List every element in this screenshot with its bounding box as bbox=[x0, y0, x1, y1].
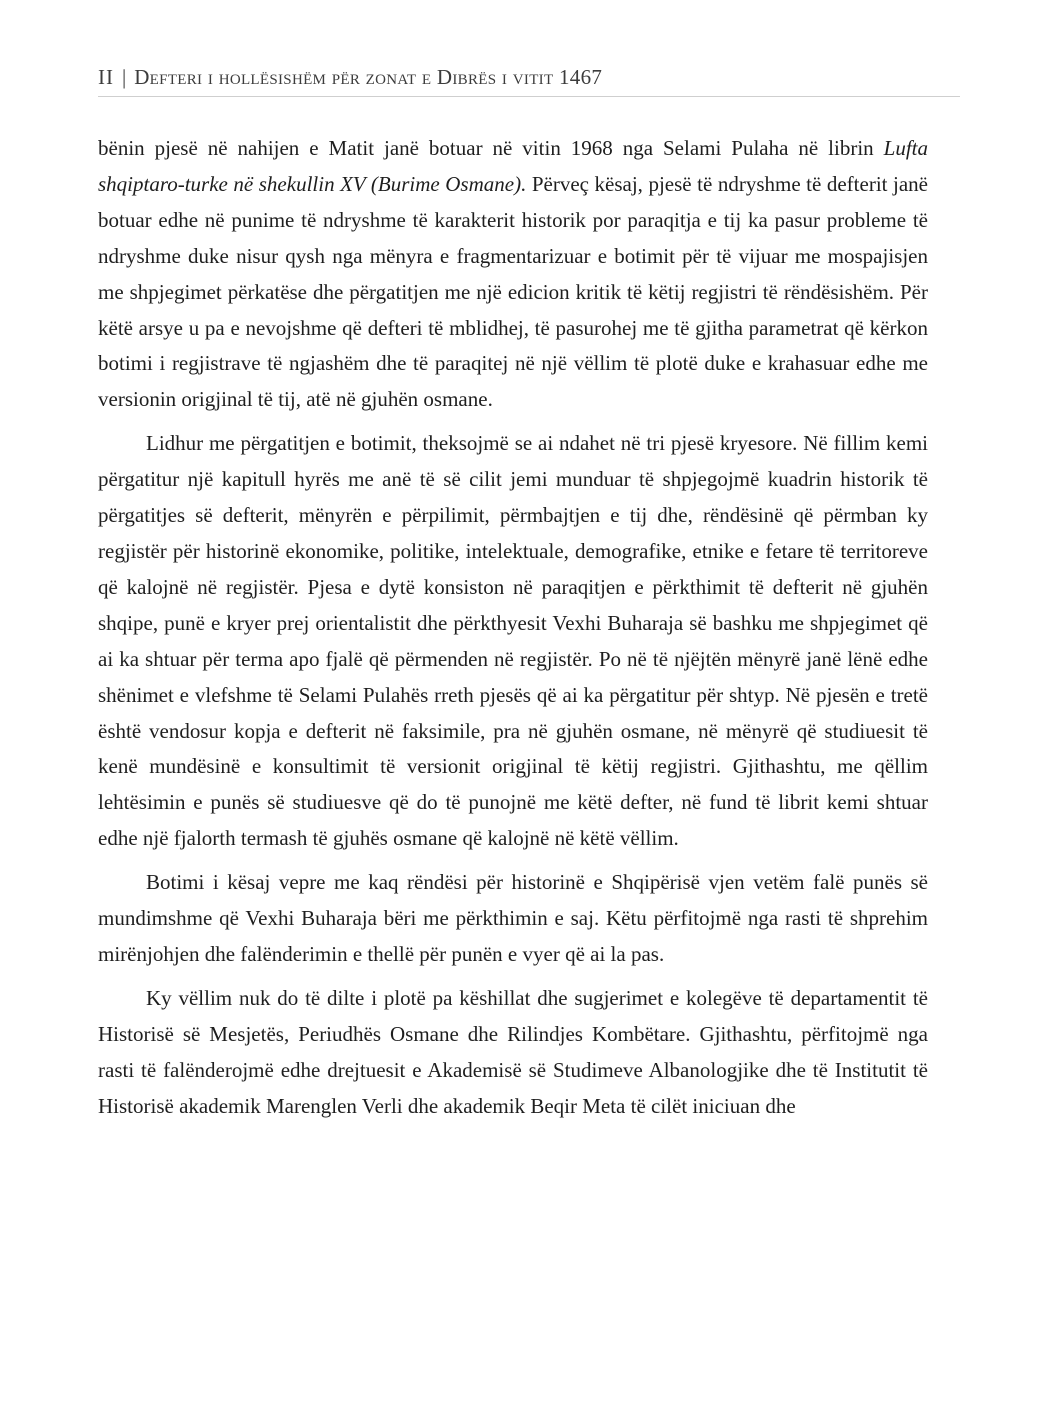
running-title: Defteri i hollësishëm për zonat e Dibrës i vitit 1467 bbox=[134, 65, 603, 89]
body-text bbox=[98, 131, 928, 1124]
running-header bbox=[98, 62, 960, 97]
book-title-italic: Lufta shqiptaro-turke në shekullin XV (Burime Osmane). bbox=[98, 136, 928, 196]
header-separator: | bbox=[122, 65, 127, 89]
paragraph-text: bënin pjesë në nahijen e Matit janë botuar në vitin 1968 nga Selami Pulaha në librin bbox=[98, 136, 884, 160]
paragraph: Ky vëllim nuk do të dilte i plotë pa këshillat dhe sugjerimet e kolegëve të departamentit të Historisë së Mesjetës, Periudhës Osmane dhe Rilindjes Kombëtare. Gjithashtu, përfitojmë nga rasti të falënderojmë edhe drejtuesit e Akademisë së Studimeve Albanologjike dhe të Institutit të Historisë akademik Marenglen Verli dhe akademik Beqir Meta të cilët iniciuan dhe bbox=[98, 985, 928, 1118]
paragraph-continued bbox=[98, 131, 928, 418]
paragraph-text: Përveç kësaj, pjesë të ndryshme të defterit janë botuar edhe në punime të ndryshme të karakterit historik por paraqitja e tij ka pasur probleme të ndryshme duke nisur qysh nga mënyra e fragmentarizuar e botimit për të vijuar me mospajisjen me shpjegimet përkatëse dhe përgatitjen me një edicion kritik të këtij regjistri të rëndësishëm. Për këtë arsye u pa e nevojshme që defteri të mblidhej, të pasurohej me të gjitha parametrat që kërkon botimi i regjistrave të ngjashëm dhe të paraqitej në një vëllim të plotë duke e krahasuar edhe me versionin origjinal të tij, atë në gjuhën osmane. bbox=[98, 171, 928, 412]
page-number: II bbox=[98, 65, 114, 89]
paragraph: Lidhur me përgatitjen e botimit, theksojmë se ai ndahet në tri pjesë kryesore. Në fillim kemi përgatitur një kapitull hyrës me anë të së cilit jemi munduar të shpjegojmë kuadrin historik të përgatitjes së defterit, mënyrën e përpilimit, përmbajtjen e tij dhe, rëndësinë që përmban ky regjistër për historinë ekonomike, politike, intelektuale, demografike, etnike e fetare të territoreve që kalojnë në regjistër. Pjesa e dytë konsiston në paraqitjen e përkthimit të defterit në gjuhën shqipe, punë e kryer prej orientalistit dhe përkthyesit Vexhi Buharaja së bashku me shpjegimet që ai ka shtuar për terma apo fjalë që përmenden në regjistër. Po në të njëjtën mënyrë janë lënë edhe shënimet e vlefshme të Selami Pulahës rreth pjesës që ai ka përgatitur për shtyp. Në pjesën e tretë është vendosur kopja e defterit në faksimile, pra në gjuhën osmane, në mënyrë që studiuesit të kenë mundësinë e konsultimit të versionit origjinal të këtij regjistri. Gjithashtu, me qëllim lehtësimin e punës së studiuesve që do të punojnë me këtë defter, në fund të librit kemi shtuar edhe një fjalorth termash të gjuhës osmane që kalojnë në këtë vëllim. bbox=[98, 431, 928, 851]
paragraph: Botimi i kësaj vepre me kaq rëndësi për historinë e Shqipërisë vjen vetëm falë punës së mundimshme që Vexhi Buharaja bëri me përkthimin e saj. Këtu përfitojmë nga rasti të shprehim mirënjohjen dhe falënderimin e thellë për punën e vyer që ai la pas. bbox=[98, 870, 928, 966]
